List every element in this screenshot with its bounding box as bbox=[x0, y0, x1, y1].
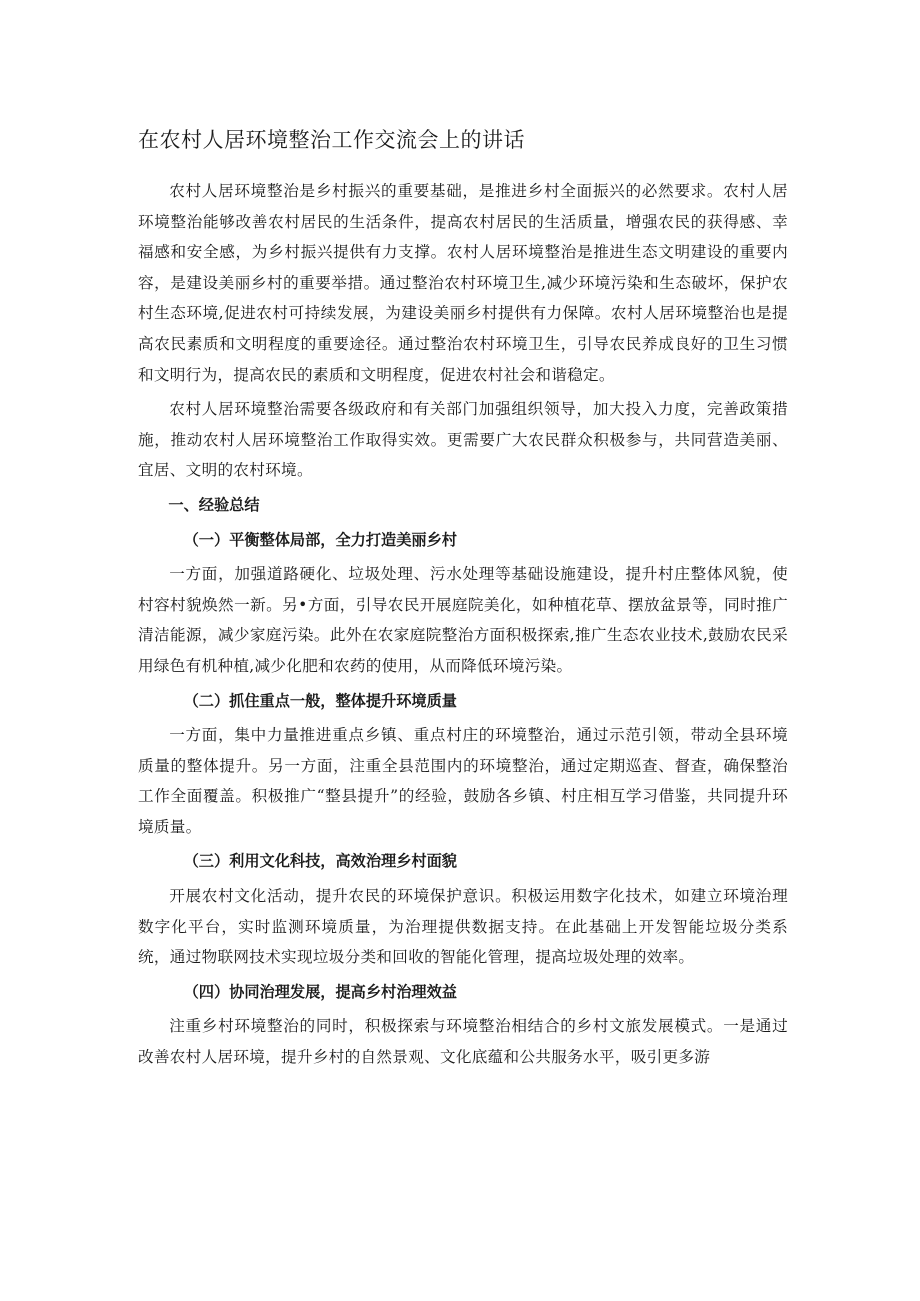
section-heading-experience: 一、经验总结 bbox=[168, 495, 260, 514]
document-body bbox=[138, 176, 788, 1077]
subsection-heading-1: （一）平衡整体局部，全力打造美丽乡村 bbox=[183, 530, 457, 549]
subsection-heading-3: （三）利用文化科技，高效治理乡村面貌 bbox=[183, 852, 457, 871]
document-title: 在农村人居环境整治工作交流会上的讲话 bbox=[138, 128, 525, 152]
subsection-paragraph-4: 注重乡村环境整治的同时，积极探索与环境整治相结合的乡村文旅发展模式。一是通过改善农村人居环境，提升乡村的自然景观、文化底蕴和公共服务水平，吸引更多游 bbox=[138, 1017, 788, 1067]
intro-paragraph-2: 农村人居环境整治需要各级政府和有关部门加强组织领导，加大投入力度，完善政策措施，推动农村人居环境整治工作取得实效。更需要广大农民群众积极参与，共同营造美丽、宜居、文明的农村环境。 bbox=[138, 400, 788, 480]
subsection-paragraph-3: 开展农村文化活动，提升农民的环境保护意识。积极运用数字化技术，如建立环境治理数字化平台，实时监测环境质量，为治理提供数据支持。在此基础上开发智能垃圾分类系统，通过物联网技术实现垃圾分类和回收的智能化管理，提高垃圾处理的效率。 bbox=[138, 887, 788, 967]
subsection-heading-2: （二）抓住重点一般，整体提升环境质量 bbox=[183, 691, 457, 710]
subsection-paragraph-2: 一方面，集中力量推进重点乡镇、重点村庄的环境整治，通过示范引领，带动全县环境质量的整体提升。另一方面，注重全县范围内的环境整治，通过定期巡查、督查，确保整治工作全面覆盖。积极推广“整县提升”的经验，鼓励各乡镇、村庄相互学习借鉴，共同提升环境质量。 bbox=[138, 726, 788, 836]
intro-paragraph-1: 农村人居环境整治是乡村振兴的重要基础，是推进乡村全面振兴的必然要求。农村人居环境整治能够改善农村居民的生活条件，提高农村居民的生活质量，增强农民的获得感、幸福感和安全感，为乡村振兴提供有力支撑。农村人居环境整治是推进生态文明建设的重要内容，是建设美丽乡村的重要举措。通过整治农村环境卫生,减少环境污染和生态破坏，保护农村生态环境,促进农村可持续发展，为建设美丽乡村提供有力保障。农村人居环境整治也是提高农民素质和文明程度的重要途径。通过整治农村环境卫生，引导农民养成良好的卫生习惯和文明行为，提高农民的素质和文明程度，促进农村社会和谐稳定。 bbox=[138, 182, 788, 384]
subsection-paragraph-1: 一方面，加强道路硬化、垃圾处理、污水处理等基础设施建设，提升村庄整体风貌，使村容村貌焕然一新。另•方面，引导农民开展庭院美化，如种植花草、摆放盆景等，同时推广清洁能源，减少家庭污染。此外在农家庭院整治方面积极探索,推广生态农业技术,鼓励农民采用绿色有机种植,减少化肥和农药的使用，从而降低环境污染。 bbox=[138, 565, 788, 675]
subsection-heading-4: （四）协同治理发展，提高乡村治理效益 bbox=[183, 982, 457, 1001]
